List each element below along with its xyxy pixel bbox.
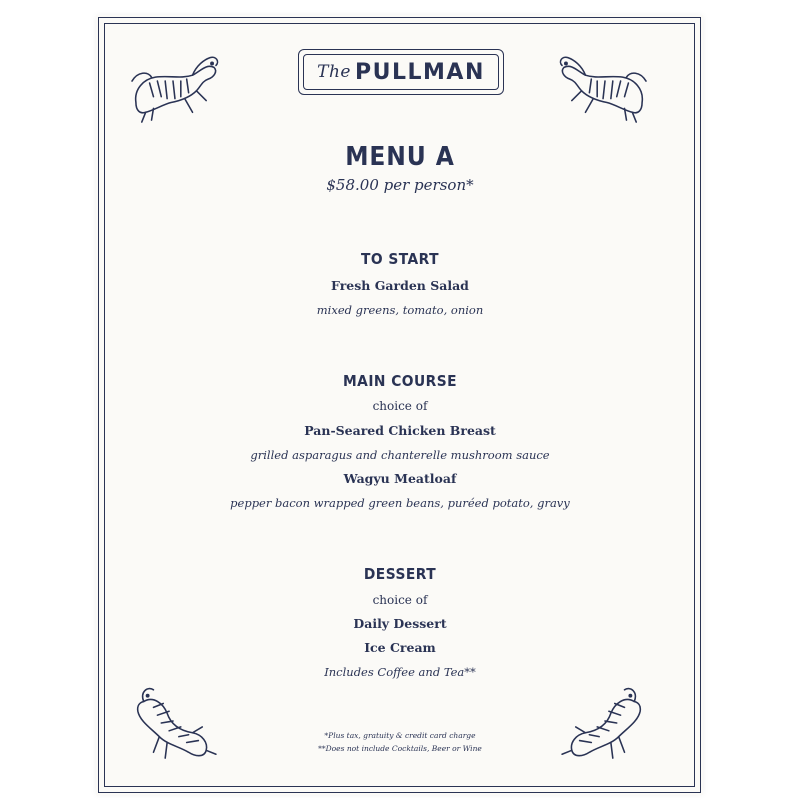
section-heading-to-start: TO START	[360, 250, 439, 268]
logo-name-text: PULLMAN	[355, 59, 485, 85]
footnote: **Does not include Cocktails, Beer or Wine	[318, 744, 482, 753]
menu-item-name: Wagyu Meatloaf	[343, 471, 457, 486]
pullman-logo	[298, 49, 504, 95]
footnote: *Plus tax, gratuity & credit card charge	[324, 731, 476, 740]
menu-item-description: pepper bacon wrapped green beans, puréed potato, gravy	[230, 496, 570, 510]
menu-title: MENU A	[345, 142, 455, 172]
menu-item-name: Pan-Seared Chicken Breast	[304, 423, 496, 438]
section-heading-main-course: MAIN COURSE	[342, 372, 458, 390]
menu-item-name: Daily Dessert	[353, 616, 447, 631]
menu-item-name: Ice Cream	[364, 640, 436, 655]
menu-item-description: mixed greens, tomato, onion	[316, 303, 484, 317]
section-heading-dessert: DESSERT	[363, 565, 437, 583]
menu-item-description: grilled asparagus and chanterelle mushroom sauce	[250, 448, 550, 462]
choice-of-label: choice of	[372, 593, 428, 607]
tiger-icon	[556, 42, 654, 124]
menu-price: $58.00 per person*	[326, 176, 474, 194]
choice-of-label: choice of	[372, 399, 428, 413]
tiger-icon	[124, 42, 222, 124]
menu-note: Includes Coffee and Tea**	[324, 665, 476, 679]
menu-item-name: Fresh Garden Salad	[331, 278, 469, 293]
logo-the-text: The	[317, 62, 351, 82]
